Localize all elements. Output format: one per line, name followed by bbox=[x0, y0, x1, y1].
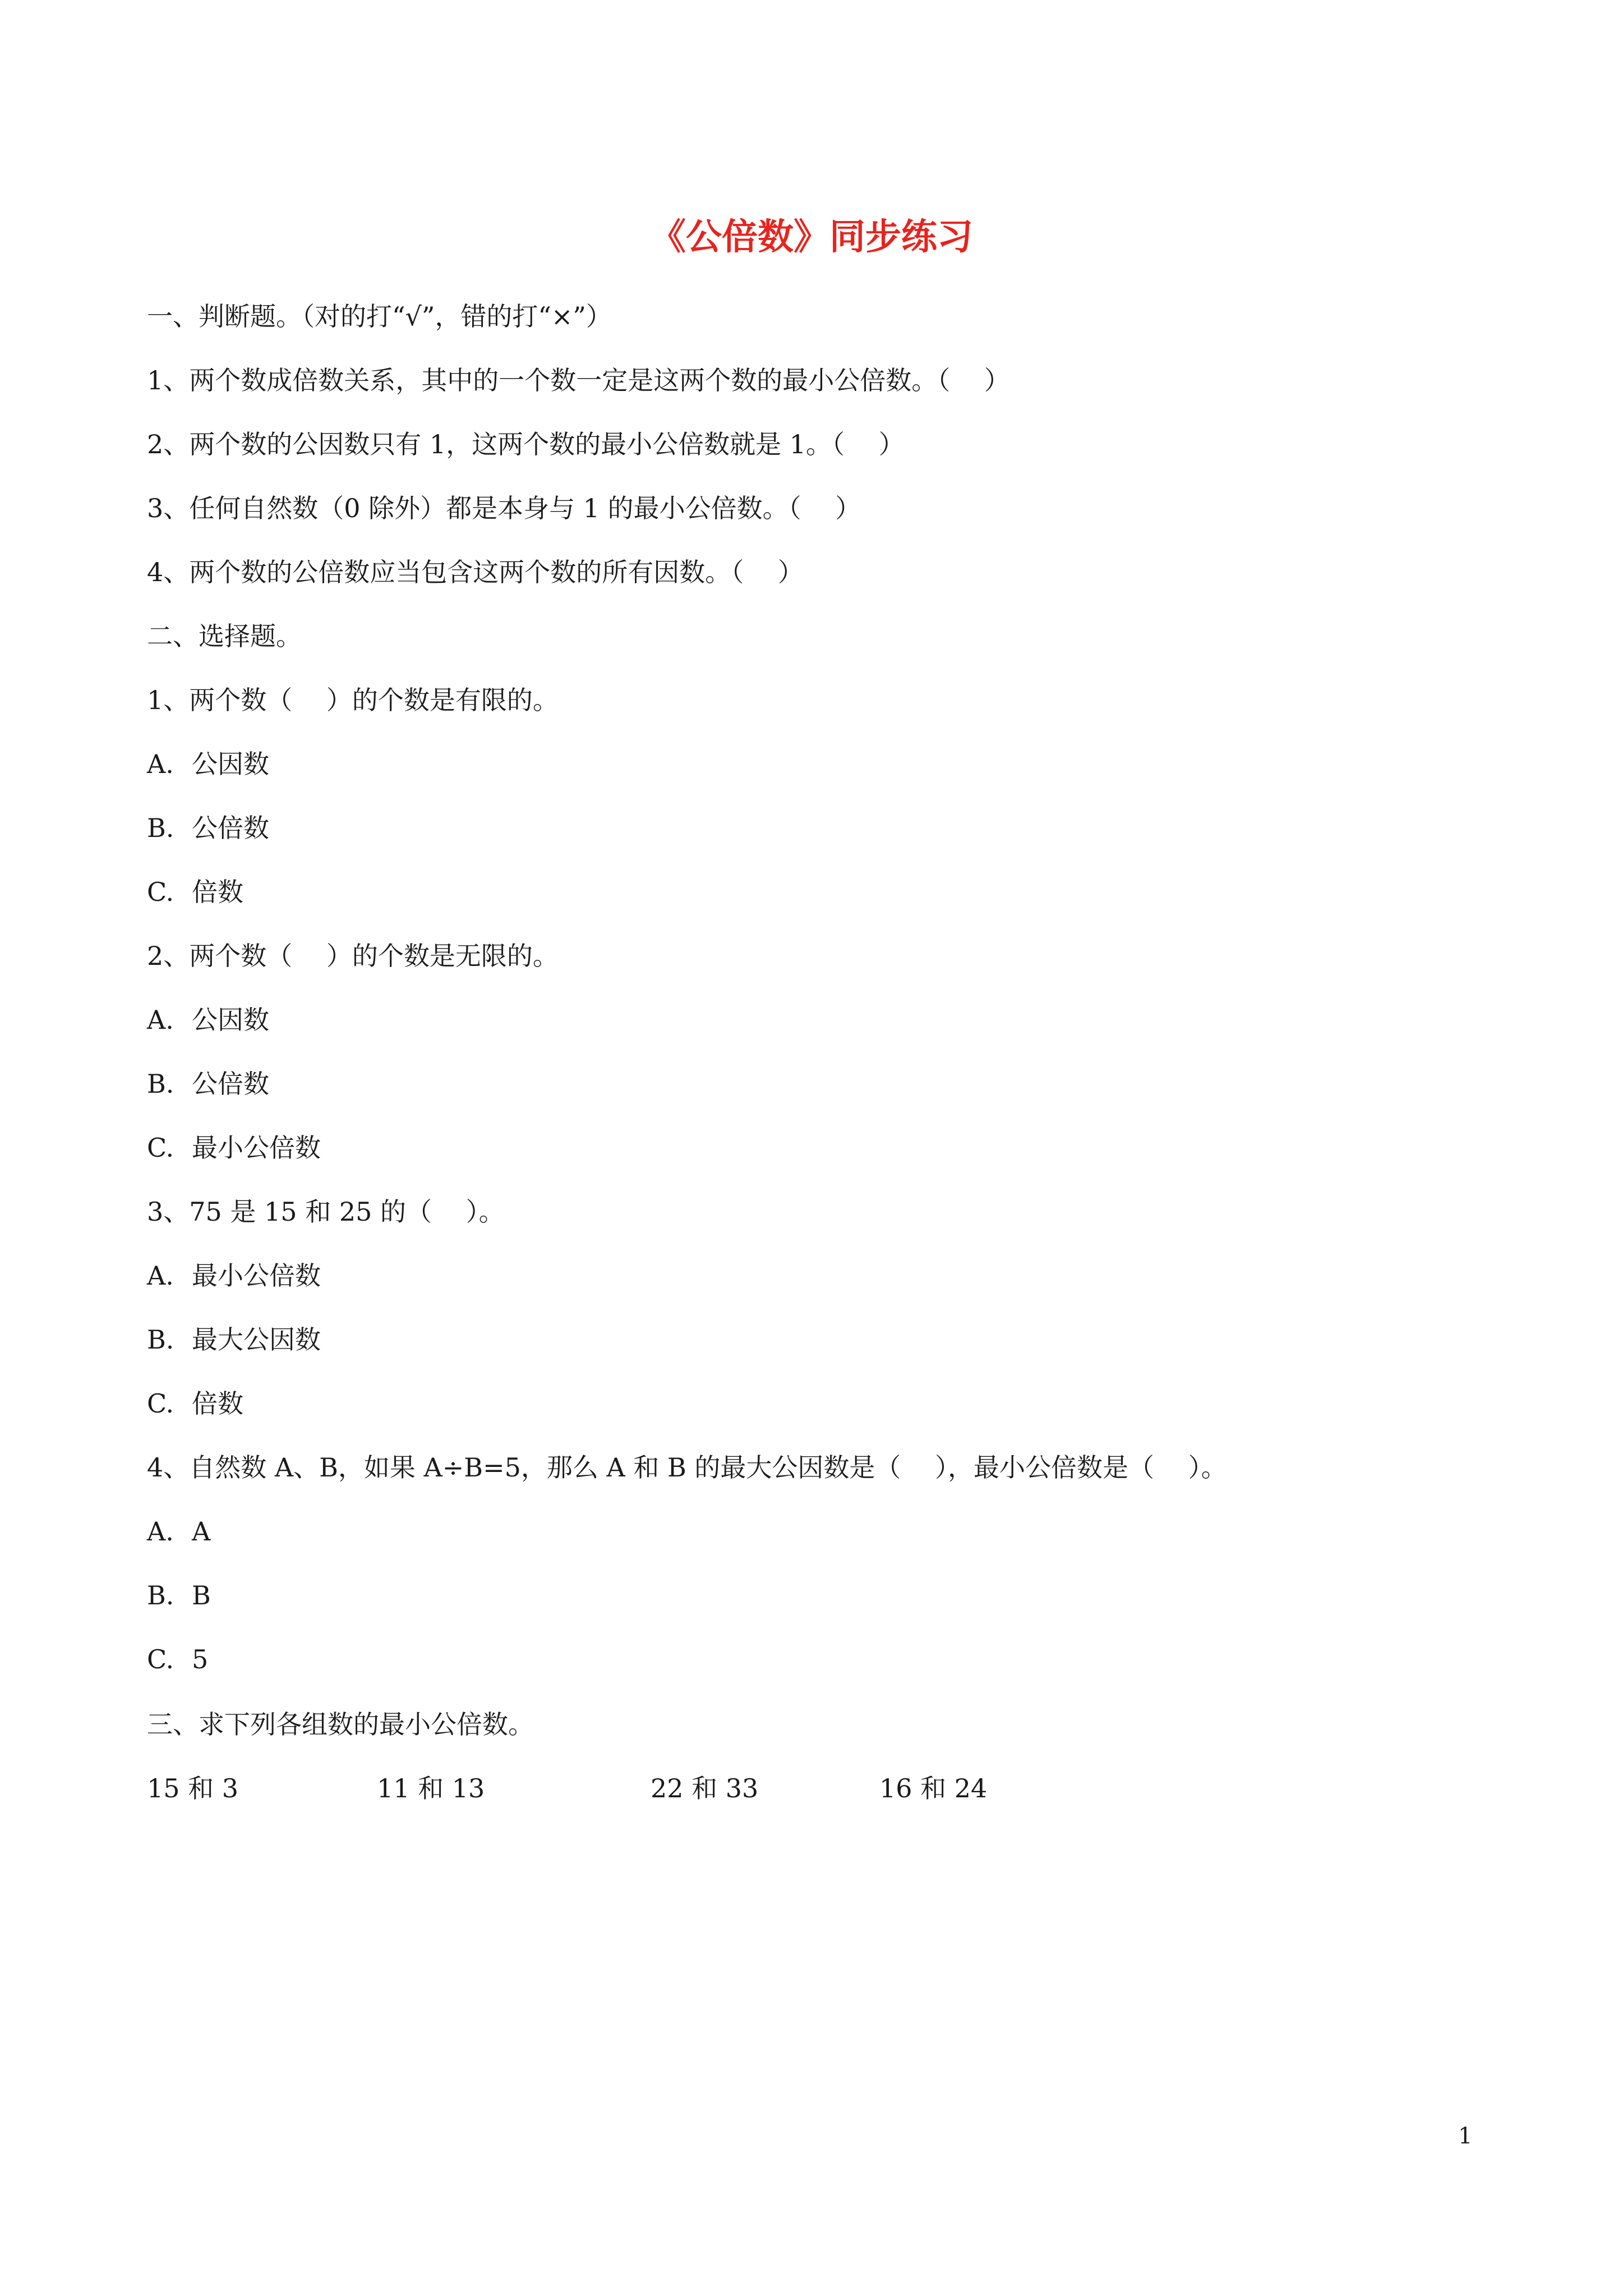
choice-option bbox=[147, 1513, 210, 1550]
option-letter: C. bbox=[147, 1133, 174, 1163]
lcm-pair: 15 和 3 bbox=[147, 1773, 239, 1803]
option-letter: A. bbox=[147, 1260, 174, 1291]
judgment-item-3: 3、任何自然数（0 除外）都是本身与 1 的最小公倍数。（ ） bbox=[147, 493, 861, 523]
section-3-heading: 三、求下列各组数的最小公倍数。 bbox=[147, 1709, 534, 1740]
choice-question-2: 2、两个数（ ）的个数是无限的。 bbox=[147, 941, 559, 971]
choice-option bbox=[147, 1577, 211, 1614]
option-letter: C. bbox=[147, 1388, 174, 1419]
choice-question-4: 4、自然数 A、B，如果 A÷B=5，那么 A 和 B 的最大公因数是（ ），最小公倍数是（ ）。 bbox=[147, 1452, 1227, 1483]
option-letter: B. bbox=[147, 813, 174, 843]
option-text: 倍数 bbox=[192, 1388, 243, 1419]
option-letter: A. bbox=[147, 749, 174, 779]
choice-option bbox=[147, 1641, 208, 1678]
judgment-item-1: 1、两个数成倍数关系，其中的一个数一定是这两个数的最小公倍数。（ ） bbox=[147, 365, 1010, 395]
choice-question-1: 1、两个数（ ）的个数是有限的。 bbox=[147, 685, 559, 715]
option-letter: B. bbox=[147, 1580, 174, 1611]
option-letter: B. bbox=[147, 1324, 174, 1355]
lcm-pair: 22 和 33 bbox=[651, 1773, 759, 1803]
option-text: 5 bbox=[192, 1644, 209, 1674]
choice-option bbox=[147, 873, 243, 910]
option-text: 最大公因数 bbox=[192, 1324, 321, 1355]
option-text: A bbox=[192, 1516, 211, 1547]
option-letter: C. bbox=[147, 1644, 174, 1674]
choice-option bbox=[147, 1321, 321, 1358]
document-title: 《公倍数》同步练习 bbox=[650, 217, 973, 258]
option-text: 最小公倍数 bbox=[192, 1133, 321, 1163]
choice-option bbox=[147, 809, 269, 846]
option-letter: C. bbox=[147, 877, 174, 907]
option-text: 最小公倍数 bbox=[192, 1260, 321, 1291]
judgment-item-4: 4、两个数的公倍数应当包含这两个数的所有因数。（ ） bbox=[147, 557, 804, 587]
choice-option bbox=[147, 1257, 321, 1294]
option-text: 公因数 bbox=[192, 749, 269, 779]
choice-option bbox=[147, 1065, 269, 1102]
option-letter: A. bbox=[147, 1005, 174, 1035]
option-letter: B. bbox=[147, 1069, 174, 1099]
page-number: 1 bbox=[1458, 2123, 1473, 2149]
section-1-heading: 一、判断题。（对的打“√”，错的打“×”） bbox=[147, 301, 612, 332]
lcm-pair: 16 和 24 bbox=[879, 1773, 988, 1803]
option-text: 倍数 bbox=[192, 877, 243, 907]
option-letter: A. bbox=[147, 1516, 174, 1547]
choice-option bbox=[147, 1129, 321, 1166]
choice-question-3: 3、75 是 15 和 25 的（ ）。 bbox=[147, 1197, 505, 1227]
choice-option bbox=[147, 1001, 269, 1038]
option-text: 公因数 bbox=[192, 1005, 269, 1035]
section-2-heading: 二、选择题。 bbox=[147, 621, 302, 651]
lcm-pair: 11 和 13 bbox=[377, 1773, 485, 1803]
option-text: 公倍数 bbox=[192, 813, 269, 843]
judgment-item-2: 2、两个数的公因数只有 1，这两个数的最小公倍数就是 1。（ ） bbox=[147, 429, 905, 459]
option-text: 公倍数 bbox=[192, 1069, 269, 1099]
choice-option bbox=[147, 1385, 243, 1422]
lcm-pairs-row bbox=[0, 1770, 1623, 1807]
option-text: B bbox=[192, 1580, 211, 1611]
choice-option bbox=[147, 746, 269, 783]
